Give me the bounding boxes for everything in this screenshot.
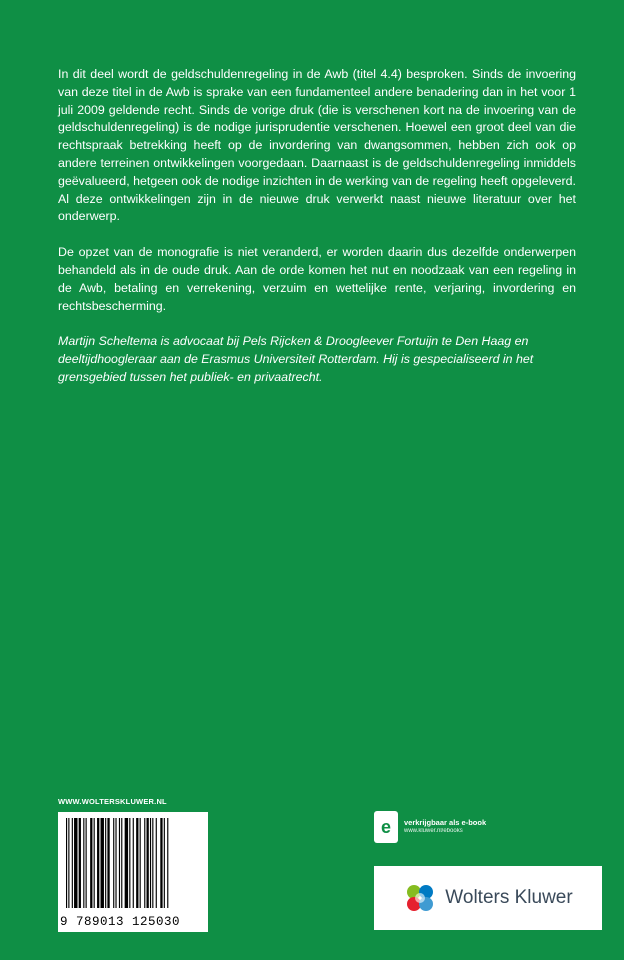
barcode-bar <box>125 818 128 908</box>
barcode-bar <box>115 818 116 908</box>
barcode-bar <box>140 818 141 908</box>
barcode-bar <box>72 818 73 908</box>
barcode-bar <box>86 818 87 908</box>
barcode-bar <box>66 818 67 908</box>
description-text <box>58 66 576 405</box>
barcode-bar <box>107 818 109 908</box>
barcode-bar <box>156 818 157 908</box>
barcode-bar <box>133 818 134 908</box>
publisher-website: WWW.WOLTERSKLUWER.NL <box>58 797 167 806</box>
publisher-name: Wolters Kluwer <box>445 887 573 908</box>
ebook-icon: e <box>374 811 398 843</box>
barcode-bar <box>90 818 92 908</box>
barcode-block <box>58 797 208 932</box>
barcode-bar <box>79 818 81 908</box>
ebook-title: verkrijgbaar als e-book <box>404 818 487 827</box>
barcode <box>58 812 208 932</box>
barcode-bar <box>129 818 130 908</box>
publisher-logo-box <box>374 866 602 930</box>
isbn-digits: 9 789013 125030 <box>60 915 181 929</box>
barcode-bar <box>144 818 145 908</box>
wolters-kluwer-logo-icon <box>403 881 437 915</box>
barcode-bars <box>64 818 202 912</box>
description-paragraph-1: In dit deel wordt de geldschuldenregeling in de Awb (titel 4.4) besproken. Sinds de invoering van deze titel in de Awb is sprake van een fundamenteel andere benadering dan in het voor 1 juli 2009 geldende recht. Sinds de vorige druk (die is verschenen kort na de invoering van de geldschuldenregeling) is de nodige jurisprudentie verschenen. Hoewel een groot deel van die rechtspraak betrekking heeft op de invordering van dwangsommen, hebben zich ook op andere terreinen ontwikkelingen voorgedaan. Daarnaast is de geldschuldenregeling inmiddels geëvalueerd, hetgeen ook de nodige inzichten in de werking van de regeling heeft opgeleverd. Al deze ontwikkelingen zijn in de nieuwe druk verwerkt naast nieuwe literatuur over het onderwerp. <box>58 67 576 224</box>
ebook-badge <box>374 810 486 844</box>
barcode-bar <box>74 818 77 908</box>
barcode-bar <box>136 818 138 908</box>
author-bio: Martijn Scheltema is advocaat bij Pels Rijcken & Droogleever Fortuijn te Den Haag en deeltijdhoogleraar aan de Erasmus Universiteit Rotterdam. Hij is gespecialiseerd in het grensgebied tussen het publiek- en privaatrecht. <box>58 334 534 384</box>
barcode-bar <box>167 818 168 908</box>
barcode-bar <box>160 818 162 908</box>
ebook-subtitle: www.kluwer.nl/ebooks <box>404 828 463 834</box>
barcode-bar <box>94 818 95 908</box>
barcode-bar <box>68 818 69 908</box>
barcode-bar <box>97 818 99 908</box>
barcode-bar <box>105 818 106 908</box>
barcode-bar <box>119 818 120 908</box>
barcode-bar <box>164 818 165 908</box>
barcode-bar <box>101 818 104 908</box>
barcode-bar <box>83 818 84 908</box>
description-paragraph-2: De opzet van de monografie is niet veranderd, er worden daarin dus dezelfde onderwerpen behandeld als in de oude druk. Aan de orde komen het nut en noodzaak van een regeling in de Awb, betaling en verrekening, verzuim en wettelijke rente, verjaring, invordering en rechtsbescherming. <box>58 245 576 313</box>
barcode-bar <box>121 818 122 908</box>
barcode-bar <box>113 818 114 908</box>
barcode-bar <box>152 818 153 908</box>
barcode-bar <box>147 818 149 908</box>
barcode-bar <box>150 818 151 908</box>
